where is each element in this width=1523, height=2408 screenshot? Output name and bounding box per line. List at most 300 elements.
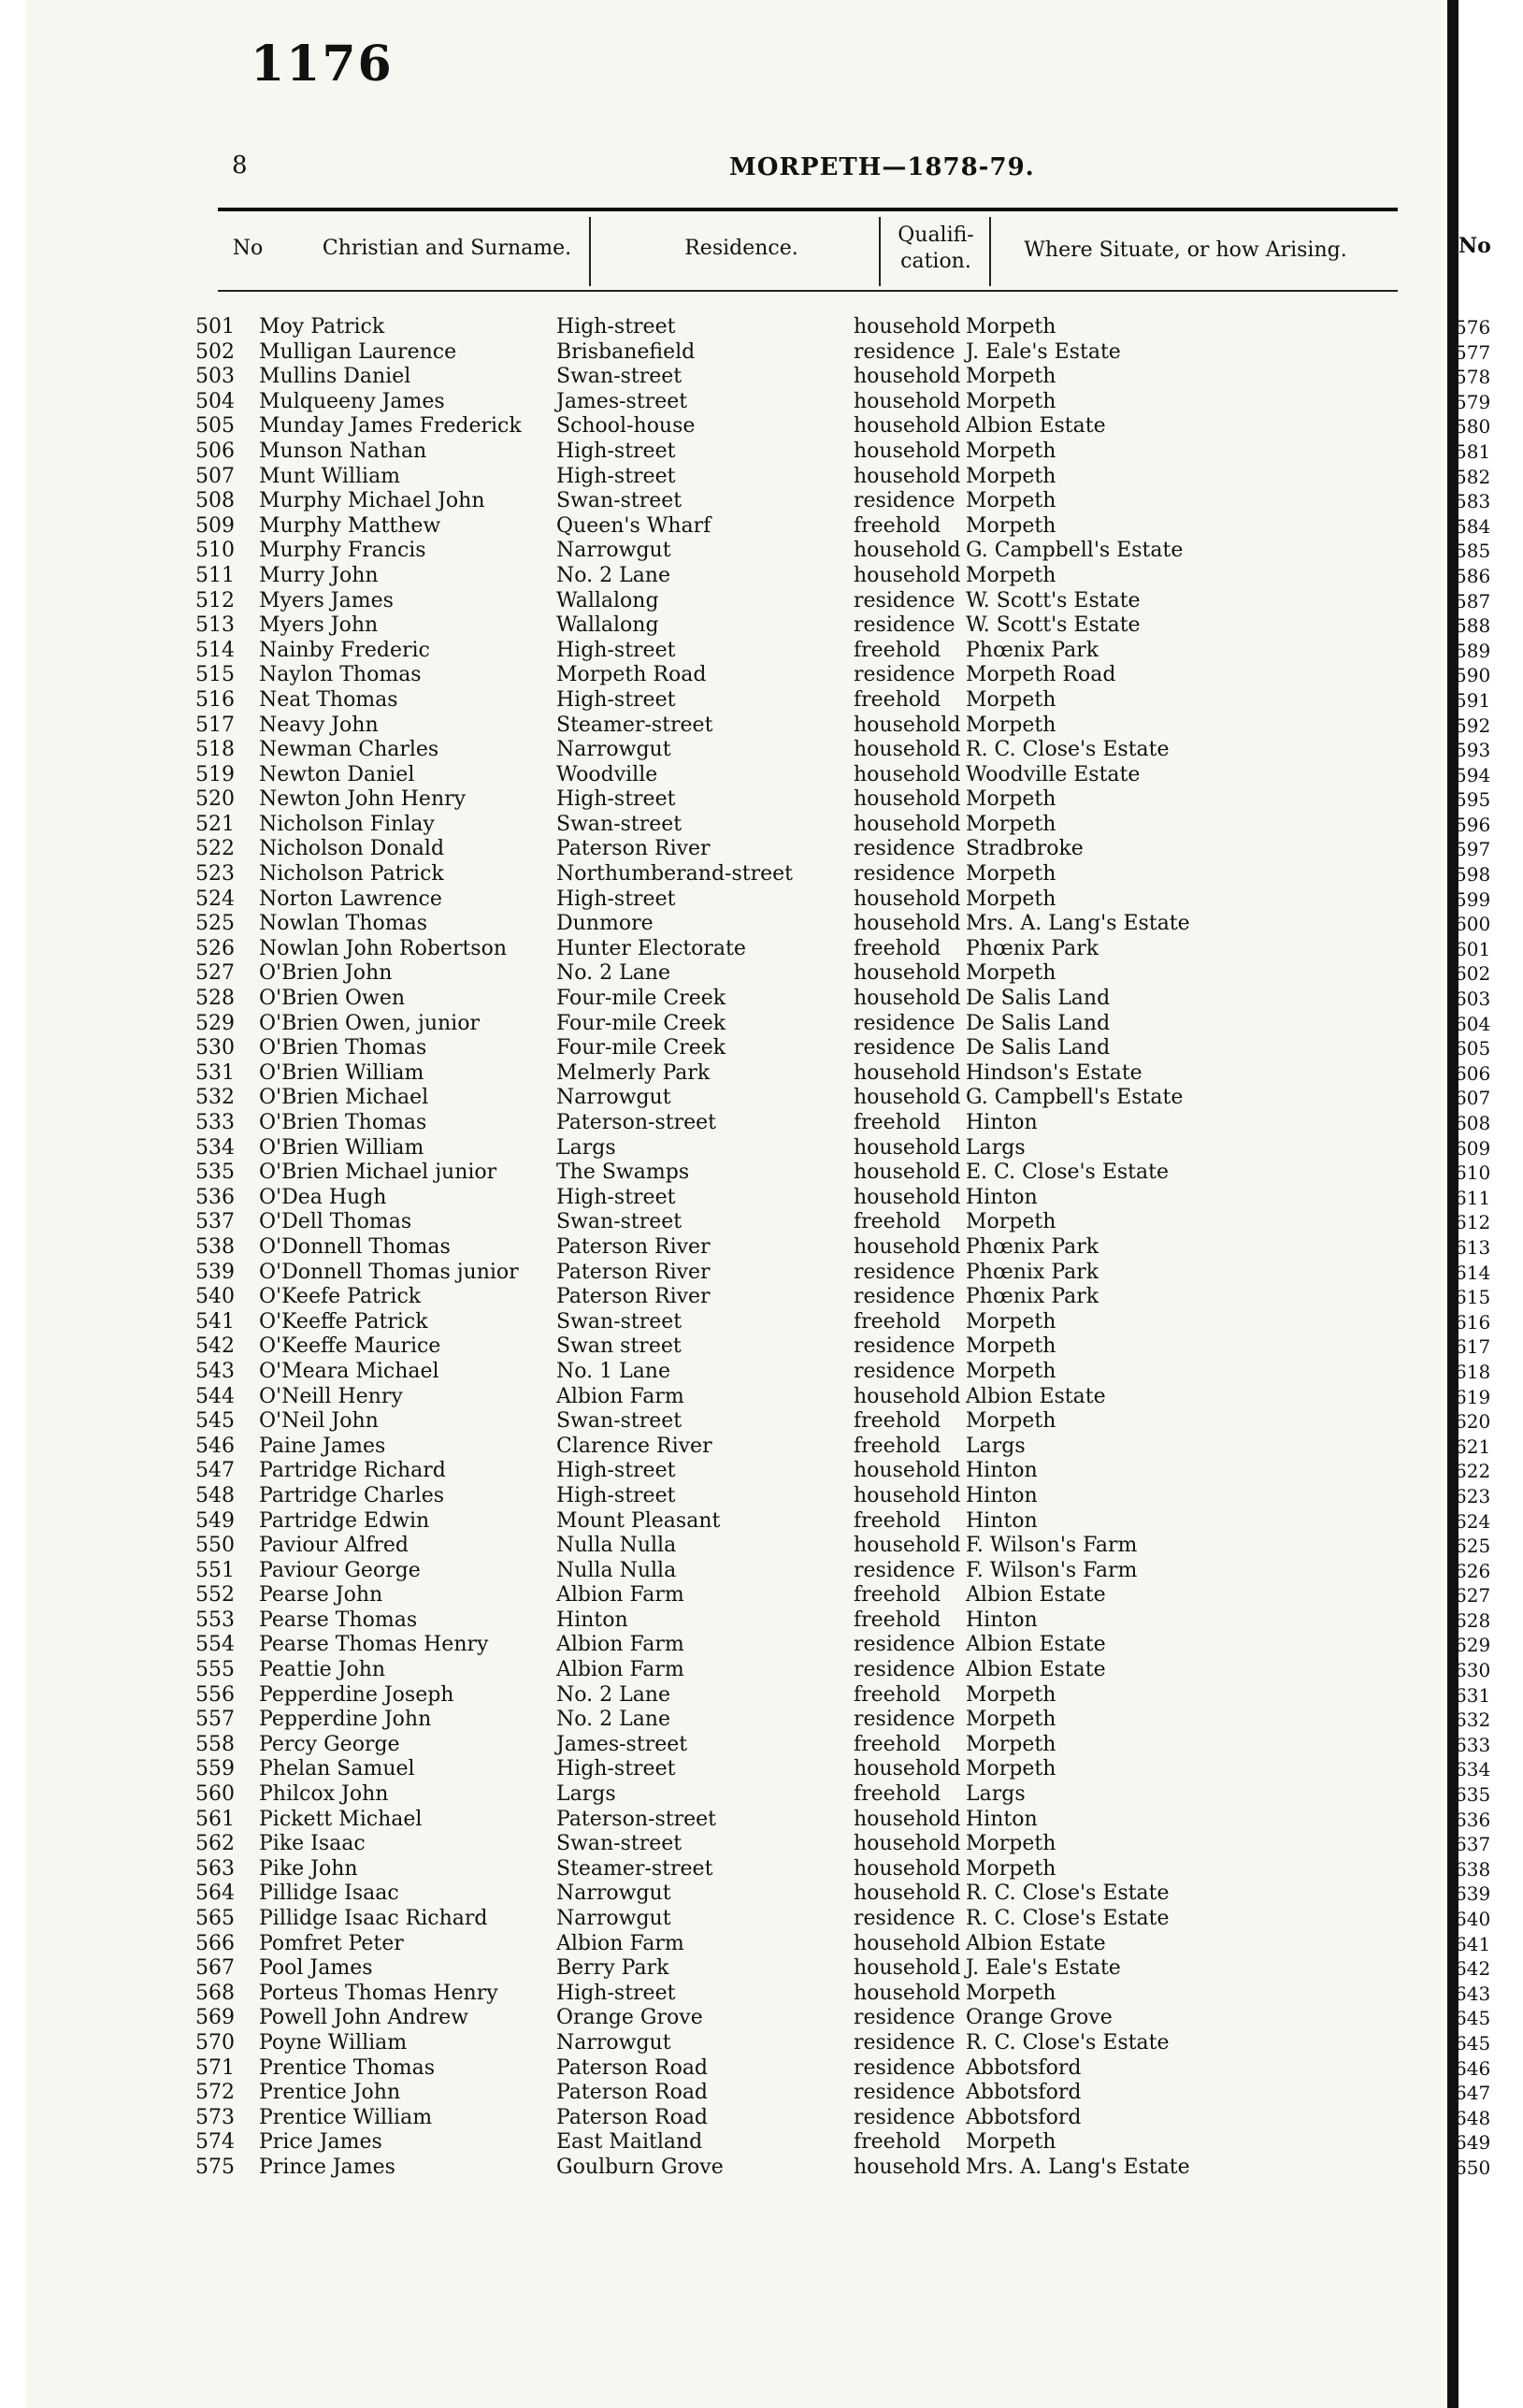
table-row — [192, 813, 1426, 838]
row-residence: Four-mile Creek — [556, 1036, 726, 1060]
row-qualification: freehold — [854, 2130, 941, 2155]
row-where: J. Eale's Estate — [966, 1956, 1121, 1981]
row-residence: Paterson River — [556, 837, 711, 861]
row-qualification: residence — [854, 1708, 955, 1732]
row-number: 575 — [195, 2155, 235, 2179]
row-qualification: residence — [854, 1359, 955, 1383]
row-residence: Nulla Nulla — [556, 1534, 677, 1558]
row-number: 551 — [195, 1558, 235, 1582]
adjacent-row-number: 645 — [1455, 2031, 1491, 2055]
row-where: Morpeth — [966, 439, 1056, 463]
row-number: 564 — [195, 1882, 235, 1906]
table-row — [192, 414, 1426, 440]
row-where: Morpeth — [966, 687, 1056, 712]
row-name: Pillidge Isaac — [259, 1882, 399, 1906]
row-number: 571 — [195, 2055, 235, 2080]
adjacent-row-number: 638 — [1455, 1857, 1491, 1881]
row-qualification: household — [854, 887, 961, 911]
adjacent-row-number: 636 — [1455, 1808, 1491, 1831]
table-row — [192, 1061, 1426, 1087]
adjacent-page-numbers — [1455, 315, 1520, 2181]
adjacent-row-number: 590 — [1455, 664, 1491, 687]
row-where: Albion Estate — [966, 1633, 1106, 1657]
row-where: Hinton — [966, 1508, 1038, 1533]
row-where: Albion Estate — [966, 1658, 1106, 1682]
row-where: W. Scott's Estate — [966, 588, 1141, 613]
adjacent-row-number: 576 — [1455, 316, 1491, 339]
table-row — [192, 1334, 1426, 1360]
adjacent-row-number: 588 — [1455, 614, 1491, 638]
row-residence: Steamer-street — [556, 1856, 713, 1881]
row-residence: High-street — [556, 638, 676, 662]
adjacent-row-number: 624 — [1455, 1509, 1491, 1533]
row-where: Morpeth — [966, 389, 1056, 413]
row-number: 506 — [195, 439, 235, 463]
row-name: Philcox John — [259, 1782, 389, 1807]
row-qualification: residence — [854, 1658, 955, 1682]
adjacent-row-number: 626 — [1455, 1559, 1491, 1582]
header-bottom-rule — [218, 290, 1398, 292]
row-qualification: residence — [854, 1285, 955, 1309]
row-name: Pike John — [259, 1856, 358, 1881]
row-number: 557 — [195, 1708, 235, 1732]
row-number: 524 — [195, 887, 235, 911]
row-where: Largs — [966, 1434, 1026, 1458]
row-number: 505 — [195, 414, 235, 439]
row-qualification: household — [854, 961, 961, 986]
row-residence: Albion Farm — [556, 1583, 684, 1608]
row-qualification: household — [854, 1161, 961, 1185]
row-residence: High-street — [556, 1483, 676, 1507]
row-name: Nowlan John Robertson — [259, 936, 508, 960]
row-name: Nainby Frederic — [259, 638, 430, 662]
row-number: 547 — [195, 1459, 235, 1483]
table-row — [192, 564, 1426, 589]
row-where: Hinton — [966, 1807, 1038, 1831]
row-name: Neavy John — [259, 713, 379, 737]
row-name: O'Keeffe Maurice — [259, 1334, 441, 1359]
row-name: Moy Patrick — [259, 315, 385, 339]
adjacent-row-number: 642 — [1455, 1957, 1491, 1981]
adjacent-row-number: 617 — [1455, 1335, 1491, 1359]
row-residence: Paterson River — [556, 1260, 711, 1284]
adjacent-row-number: 604 — [1455, 1012, 1491, 1035]
row-where: Woodville Estate — [966, 762, 1141, 786]
row-residence: Brisbanefield — [556, 339, 696, 364]
row-residence: Berry Park — [556, 1956, 669, 1981]
row-where: G. Campbell's Estate — [966, 1086, 1184, 1110]
row-number: 555 — [195, 1658, 235, 1682]
row-name: O'Brien William — [259, 1060, 424, 1085]
row-residence: Swan-street — [556, 1832, 682, 1856]
table-row — [192, 514, 1426, 540]
row-where: Albion Estate — [966, 1384, 1106, 1408]
row-qualification: household — [854, 713, 961, 737]
table-row — [192, 1932, 1426, 1957]
table-row — [192, 2031, 1426, 2056]
adjacent-row-number: 606 — [1455, 1061, 1491, 1085]
row-where: Hinton — [966, 1483, 1038, 1507]
row-qualification: freehold — [854, 1608, 941, 1632]
table-row — [192, 688, 1426, 714]
row-name: Pickett Michael — [259, 1807, 423, 1831]
row-number: 514 — [195, 638, 235, 662]
row-number: 566 — [195, 1931, 235, 1955]
row-number: 538 — [195, 1234, 235, 1259]
row-residence: Goulburn Grove — [556, 2155, 724, 2179]
row-name: Pool James — [259, 1956, 373, 1981]
table-row — [192, 1012, 1426, 1037]
table-row — [192, 1583, 1426, 1608]
page-number: 8 — [232, 151, 248, 180]
row-number: 541 — [195, 1309, 235, 1334]
row-where: Morpeth — [966, 961, 1056, 986]
row-number: 553 — [195, 1608, 235, 1632]
table-row — [192, 340, 1426, 366]
row-number: 548 — [195, 1483, 235, 1507]
adjacent-row-number: 635 — [1455, 1783, 1491, 1807]
row-name: O'Brien Michael — [259, 1086, 429, 1110]
row-name: Newton John Henry — [259, 787, 467, 812]
row-residence: High-street — [556, 439, 676, 463]
adjacent-row-number: 632 — [1455, 1709, 1491, 1732]
row-qualification: household — [854, 1956, 961, 1981]
adjacent-row-number: 603 — [1455, 988, 1491, 1011]
adjacent-row-number: 610 — [1455, 1161, 1491, 1185]
row-number: 510 — [195, 539, 235, 563]
row-name: Pike Isaac — [259, 1832, 366, 1856]
row-name: Myers John — [259, 613, 379, 638]
row-where: Morpeth — [966, 1981, 1056, 2005]
row-number: 539 — [195, 1260, 235, 1284]
row-qualification: household — [854, 762, 961, 786]
row-qualification: residence — [854, 2081, 955, 2105]
table-row — [192, 937, 1426, 962]
row-qualification: household — [854, 315, 961, 339]
row-qualification: household — [854, 912, 961, 936]
table-row — [192, 2006, 1426, 2031]
row-name: Paviour Alfred — [259, 1534, 409, 1558]
row-name: Nicholson Donald — [259, 837, 445, 861]
row-number: 536 — [195, 1185, 235, 1209]
table-row — [192, 738, 1426, 763]
row-residence: Morpeth Road — [556, 663, 707, 687]
row-residence: Hinton — [556, 1608, 628, 1632]
row-qualification: household — [854, 812, 961, 836]
table-row — [192, 837, 1426, 862]
row-where: Morpeth — [966, 887, 1056, 911]
adjacent-row-number: 629 — [1455, 1634, 1491, 1657]
row-number: 522 — [195, 837, 235, 861]
table-row — [192, 1857, 1426, 1882]
row-where: Morpeth — [966, 1732, 1056, 1756]
row-qualification: freehold — [854, 1111, 941, 1134]
col-header-qualification: Qualifi- cation. — [898, 223, 974, 273]
adjacent-row-number: 608 — [1455, 1112, 1491, 1134]
row-where: Morpeth Road — [966, 663, 1116, 687]
table-row — [192, 714, 1426, 739]
table-row — [192, 1907, 1426, 1932]
row-where: Abbotsford — [966, 2081, 1082, 2105]
row-qualification: household — [854, 1757, 961, 1781]
row-qualification: freehold — [854, 1434, 941, 1458]
row-where: Morpeth — [966, 513, 1056, 538]
row-number: 532 — [195, 1086, 235, 1110]
row-qualification: residence — [854, 1334, 955, 1359]
row-name: Porteus Thomas Henry — [259, 1981, 498, 2005]
row-qualification: household — [854, 1832, 961, 1856]
row-name: O'Brien Michael junior — [259, 1161, 497, 1185]
col-header-residence: Residence. — [684, 237, 798, 260]
row-name: Pearse Thomas — [259, 1608, 418, 1632]
row-number: 556 — [195, 1682, 235, 1707]
row-residence: Steamer-street — [556, 713, 713, 737]
row-number: 501 — [195, 315, 235, 339]
row-name: Mulqueeny James — [259, 389, 445, 413]
row-qualification: household — [854, 1483, 961, 1507]
table-row — [192, 465, 1426, 490]
row-where: F. Wilson's Farm — [966, 1558, 1138, 1582]
adjacent-row-number: 607 — [1455, 1087, 1491, 1110]
col-header-no: No — [232, 237, 264, 260]
row-name: Paviour George — [259, 1558, 421, 1582]
row-name: O'Neill Henry — [259, 1384, 403, 1408]
row-qualification: residence — [854, 1558, 955, 1582]
row-where: Albion Estate — [966, 414, 1106, 439]
table-row — [192, 1409, 1426, 1435]
row-number: 534 — [195, 1135, 235, 1160]
row-where: J. Eale's Estate — [966, 339, 1121, 364]
row-qualification: residence — [854, 1011, 955, 1035]
table-row — [192, 1435, 1426, 1460]
row-residence: The Swamps — [556, 1161, 690, 1185]
row-number: 552 — [195, 1583, 235, 1608]
table-row — [192, 1882, 1426, 1907]
row-residence: James-street — [556, 1732, 688, 1756]
row-number: 569 — [195, 2006, 235, 2030]
row-number: 512 — [195, 588, 235, 613]
row-where: Mrs. A. Lang's Estate — [966, 912, 1190, 936]
row-residence: Four-mile Creek — [556, 987, 726, 1011]
row-number: 561 — [195, 1807, 235, 1831]
table-row — [192, 1708, 1426, 1733]
row-where: Mrs. A. Lang's Estate — [966, 2155, 1190, 2179]
row-name: Prentice Thomas — [259, 2055, 436, 2080]
row-residence: Clarence River — [556, 1434, 712, 1458]
row-qualification: freehold — [854, 1682, 941, 1707]
adjacent-row-number: 633 — [1455, 1733, 1491, 1756]
adjacent-row-number: 637 — [1455, 1833, 1491, 1856]
table-row — [192, 1832, 1426, 1857]
row-name: Norton Lawrence — [259, 887, 442, 911]
adjacent-row-number: 646 — [1455, 2056, 1491, 2080]
row-residence: Hunter Electorate — [556, 936, 746, 960]
row-number: 511 — [195, 563, 235, 587]
table-row — [192, 1161, 1426, 1186]
row-qualification: residence — [854, 2105, 955, 2129]
col-divider — [989, 217, 991, 286]
table-row — [192, 1086, 1426, 1111]
row-qualification: residence — [854, 663, 955, 687]
table-row — [192, 1360, 1426, 1385]
row-where: Morpeth — [966, 1409, 1056, 1434]
row-name: Murphy Francis — [259, 539, 426, 563]
table-row — [192, 912, 1426, 937]
row-number: 513 — [195, 613, 235, 638]
row-residence: Narrowgut — [556, 2030, 671, 2055]
adjacent-row-number: 599 — [1455, 887, 1491, 911]
row-where: Hinton — [966, 1459, 1038, 1483]
row-where: Phœnix Park — [966, 1285, 1099, 1309]
col-header-name: Christian and Surname. — [322, 237, 572, 260]
table-row — [192, 1509, 1426, 1535]
row-where: Stradbroke — [966, 837, 1084, 861]
row-residence: High-street — [556, 887, 676, 911]
row-number: 535 — [195, 1161, 235, 1185]
row-number: 550 — [195, 1534, 235, 1558]
row-qualification: residence — [854, 613, 955, 638]
row-residence: No. 2 Lane — [556, 1682, 670, 1707]
row-number: 507 — [195, 464, 235, 488]
row-name: Munson Nathan — [259, 439, 427, 463]
adjacent-row-number: 601 — [1455, 937, 1491, 960]
row-number: 527 — [195, 961, 235, 986]
row-residence: Narrowgut — [556, 1907, 671, 1930]
row-qualification: household — [854, 365, 961, 389]
table-row — [192, 763, 1426, 788]
row-residence: Swan street — [556, 1334, 682, 1359]
row-residence: Swan-street — [556, 1409, 682, 1434]
row-where: De Salis Land — [966, 1011, 1111, 1035]
row-qualification: household — [854, 738, 961, 762]
table-row — [192, 539, 1426, 564]
row-qualification: household — [854, 1459, 961, 1483]
row-number: 562 — [195, 1832, 235, 1856]
row-number: 565 — [195, 1907, 235, 1930]
adjacent-row-number: 602 — [1455, 962, 1491, 986]
row-qualification: residence — [854, 339, 955, 364]
row-number: 529 — [195, 1011, 235, 1035]
row-residence: Swan-street — [556, 489, 682, 513]
row-qualification: household — [854, 1384, 961, 1408]
row-residence: Northumberand-street — [556, 862, 793, 887]
row-name: Newton Daniel — [259, 762, 415, 786]
adjacent-row-number: 627 — [1455, 1584, 1491, 1608]
row-residence: Largs — [556, 1782, 616, 1807]
row-name: Myers James — [259, 588, 394, 613]
row-name: Pearse Thomas Henry — [259, 1633, 489, 1657]
row-residence: Paterson-street — [556, 1111, 716, 1134]
row-qualification: household — [854, 787, 961, 812]
row-where: Morpeth — [966, 315, 1056, 339]
row-where: Morpeth — [966, 2130, 1056, 2155]
row-where: Albion Estate — [966, 1931, 1106, 1955]
register-rows — [192, 315, 1426, 2181]
col-header-where: Where Situate, or how Arising. — [1024, 238, 1347, 262]
row-number: 521 — [195, 812, 235, 836]
adjacent-row-number: 623 — [1455, 1484, 1491, 1507]
row-name: Peattie John — [259, 1658, 386, 1682]
table-row — [192, 2156, 1426, 2181]
row-where: Hinton — [966, 1185, 1038, 1209]
row-residence: Narrowgut — [556, 539, 671, 563]
adjacent-row-number: 641 — [1455, 1932, 1491, 1955]
adjacent-row-number: 639 — [1455, 1882, 1491, 1906]
adjacent-row-number: 584 — [1455, 514, 1491, 538]
adjacent-row-number: 586 — [1455, 564, 1491, 587]
row-name: O'Neil John — [259, 1409, 379, 1434]
row-qualification: household — [854, 1856, 961, 1881]
row-where: Morpeth — [966, 1210, 1056, 1234]
adjacent-row-number: 592 — [1455, 714, 1491, 737]
table-row — [192, 2056, 1426, 2082]
adjacent-row-number: 609 — [1455, 1136, 1491, 1160]
row-number: 574 — [195, 2130, 235, 2155]
adjacent-row-number: 589 — [1455, 639, 1491, 662]
table-row — [192, 440, 1426, 465]
adjacent-row-number: 580 — [1455, 415, 1491, 439]
adjacent-row-number: 631 — [1455, 1683, 1491, 1707]
adjacent-row-number: 613 — [1455, 1235, 1491, 1259]
row-name: Munt William — [259, 464, 401, 488]
row-name: Pepperdine Joseph — [259, 1682, 454, 1707]
row-qualification: freehold — [854, 687, 941, 712]
row-residence: Albion Farm — [556, 1931, 684, 1955]
row-number: 502 — [195, 339, 235, 364]
row-number: 518 — [195, 738, 235, 762]
row-number: 543 — [195, 1359, 235, 1383]
row-number: 520 — [195, 787, 235, 812]
adjacent-row-number: 650 — [1455, 2156, 1491, 2179]
row-residence: Narrowgut — [556, 1086, 671, 1110]
row-residence: Melmerly Park — [556, 1060, 711, 1085]
row-residence: Dunmore — [556, 912, 654, 936]
row-qualification: household — [854, 389, 961, 413]
row-number: 517 — [195, 713, 235, 737]
table-row — [192, 589, 1426, 614]
row-residence: Swan-street — [556, 1210, 682, 1234]
row-qualification: household — [854, 563, 961, 587]
row-name: Partridge Edwin — [259, 1508, 430, 1533]
table-row — [192, 1658, 1426, 1683]
row-number: 570 — [195, 2030, 235, 2055]
row-number: 546 — [195, 1434, 235, 1458]
row-number: 545 — [195, 1409, 235, 1434]
row-where: De Salis Land — [966, 987, 1111, 1011]
row-name: Mulligan Laurence — [259, 339, 457, 364]
row-qualification: household — [854, 1060, 961, 1085]
row-number: 531 — [195, 1060, 235, 1085]
row-qualification: household — [854, 1981, 961, 2005]
row-residence: Wallalong — [556, 588, 659, 613]
adjacent-row-number: 618 — [1455, 1360, 1491, 1383]
row-name: Pillidge Isaac Richard — [259, 1907, 488, 1930]
row-qualification: residence — [854, 1036, 955, 1060]
row-where: Abbotsford — [966, 2055, 1082, 2080]
row-number: 542 — [195, 1334, 235, 1359]
row-residence: Orange Grove — [556, 2006, 703, 2030]
row-number: 509 — [195, 513, 235, 538]
row-residence: Paterson Road — [556, 2055, 709, 2080]
table-row — [192, 1459, 1426, 1484]
row-where: R. C. Close's Estate — [966, 2030, 1170, 2055]
row-qualification: freehold — [854, 513, 941, 538]
table-row — [192, 1285, 1426, 1310]
row-residence: Swan-street — [556, 365, 682, 389]
row-residence: School-house — [556, 414, 696, 439]
row-residence: Four-mile Creek — [556, 1011, 726, 1035]
row-residence: High-street — [556, 787, 676, 812]
